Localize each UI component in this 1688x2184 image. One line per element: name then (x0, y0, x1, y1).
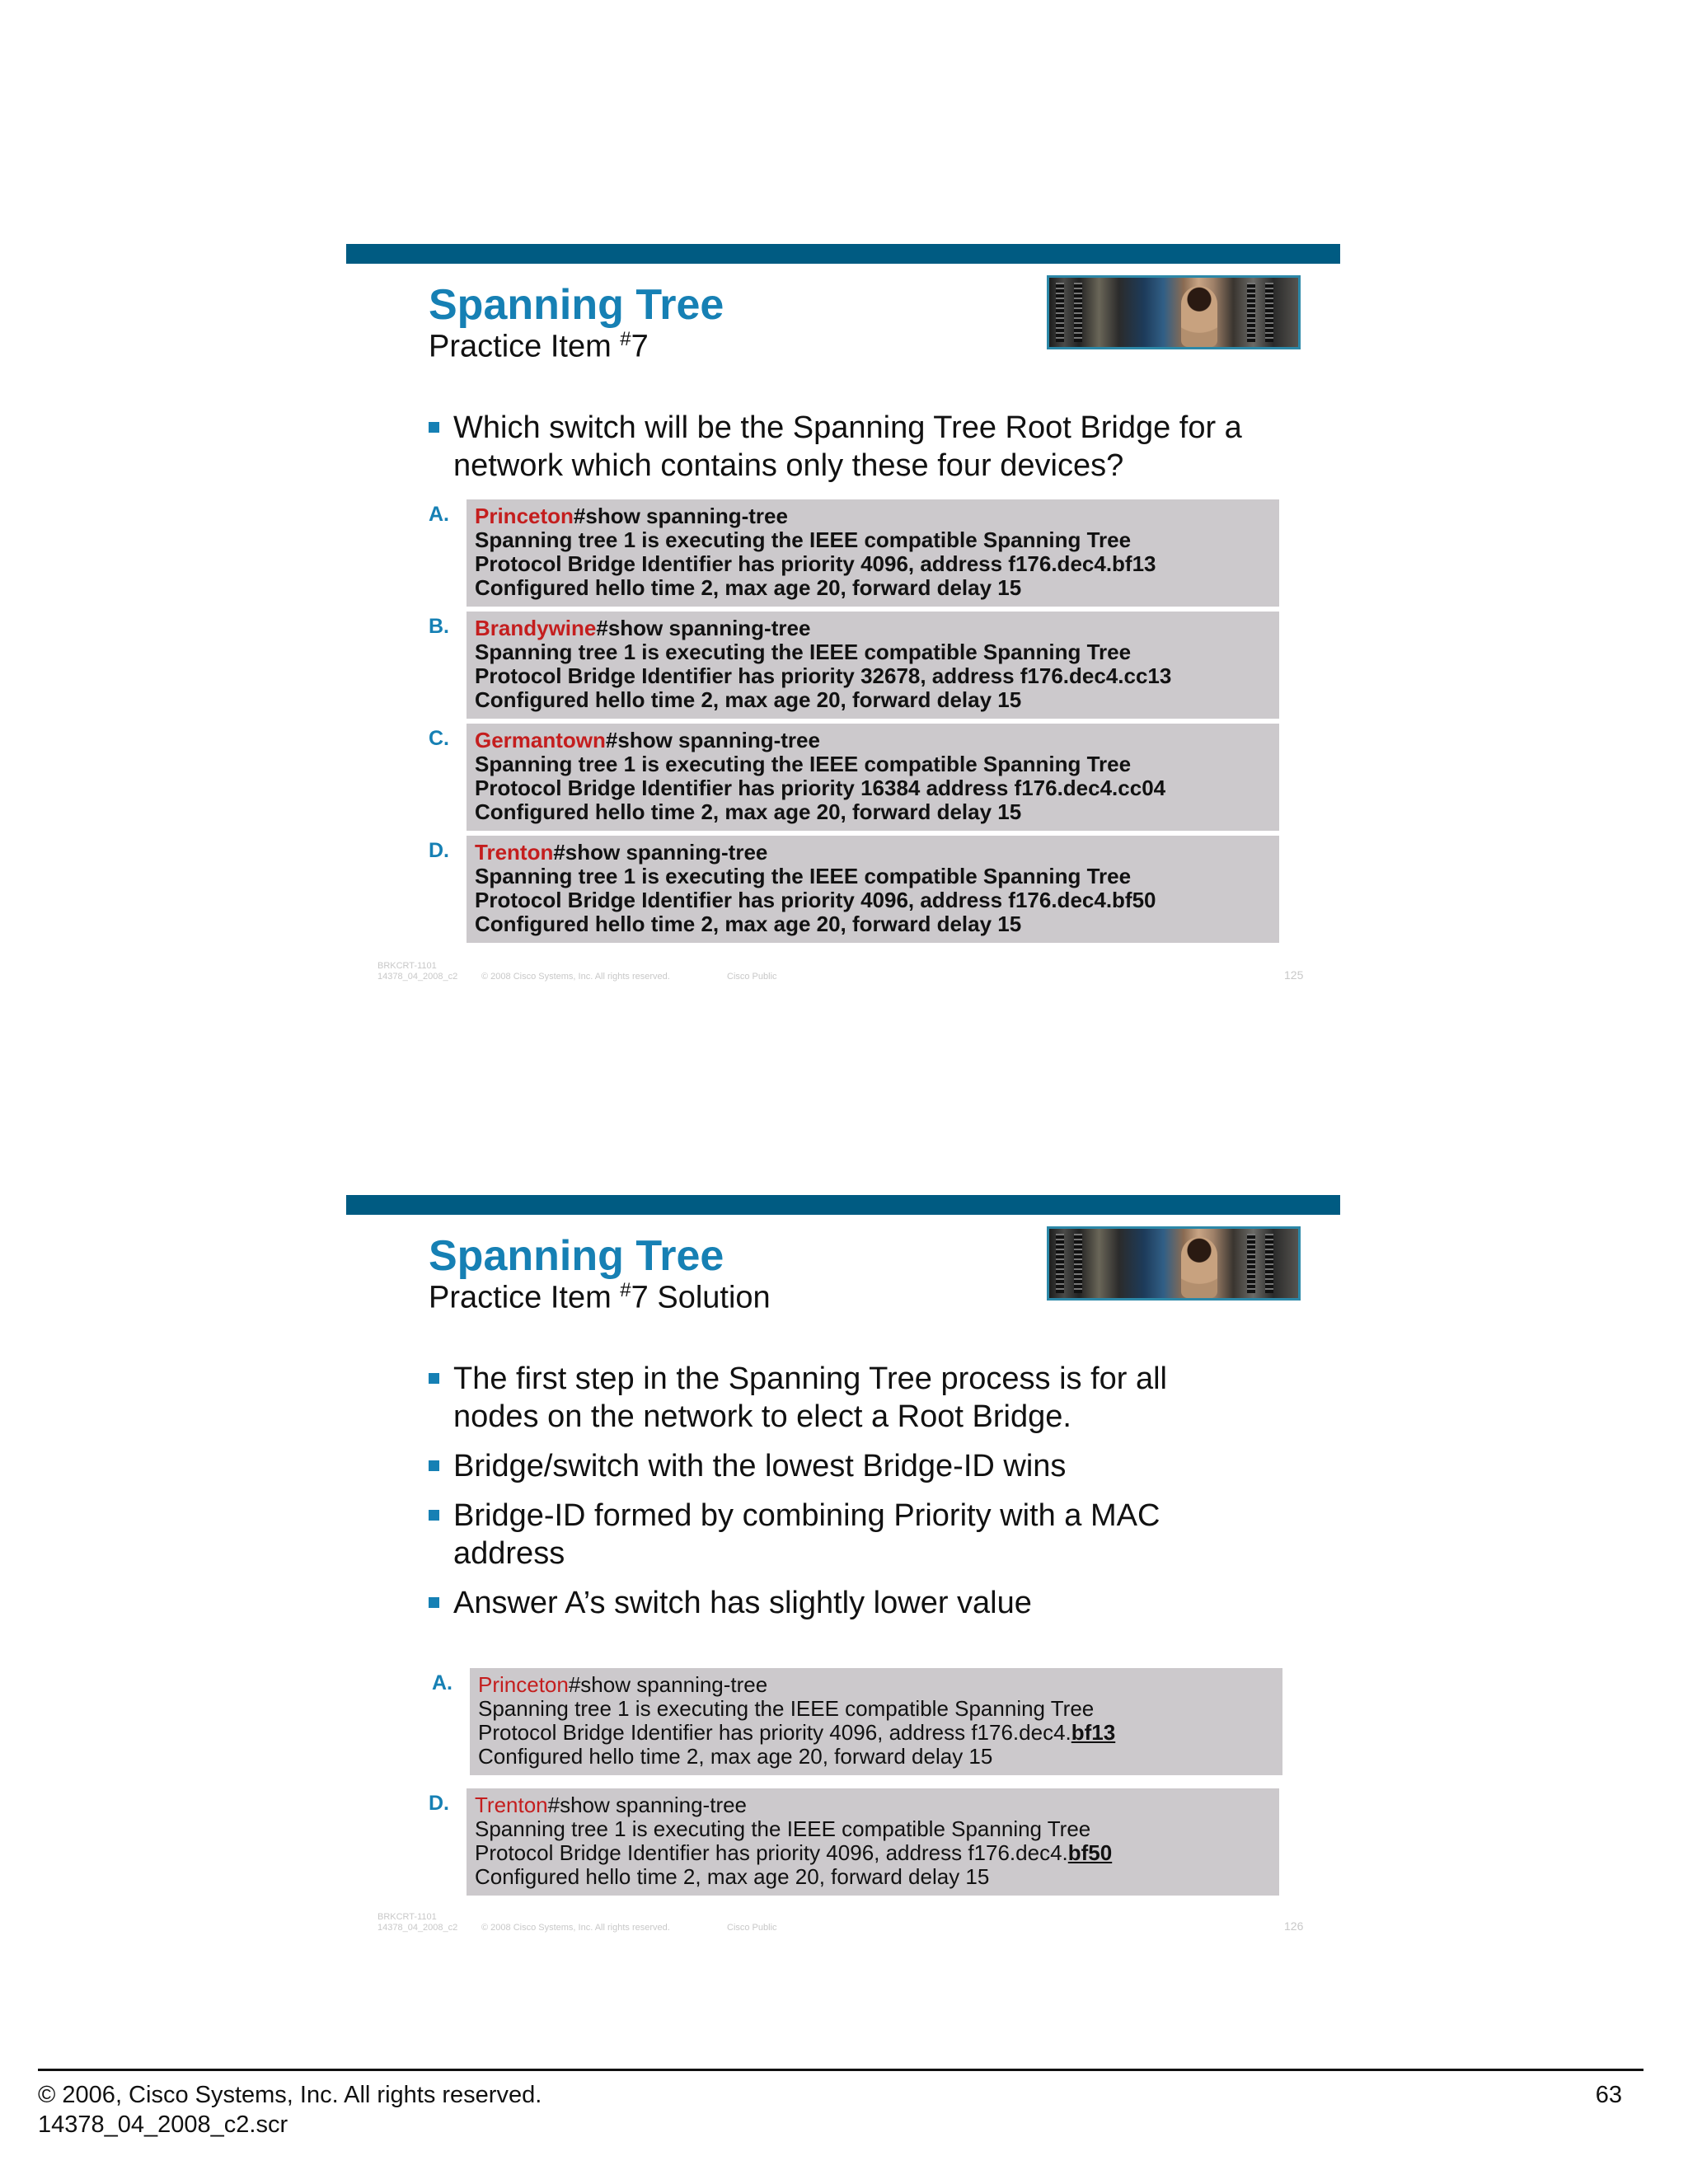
option-c-output[interactable] (467, 724, 1279, 831)
output-line (475, 1841, 1271, 1865)
subtitle-text: Practice Item (429, 1280, 621, 1315)
option-letter-a: A. (432, 1671, 452, 1694)
bullet-text: Answer A’s switch has slightly lower value (453, 1586, 1032, 1620)
command: #show spanning-tree (573, 504, 788, 528)
bullet-text: The first step in the Spanning Tree process is for all nodes on the network to elect a Root Bridge. (453, 1361, 1167, 1434)
hostname: Princeton (478, 1672, 569, 1697)
output-line: Configured hello time 2, max age 20, forward delay 15 (475, 687, 1022, 712)
rack-graphic (1265, 1234, 1273, 1293)
output-line: Protocol Bridge Identifier has priority 4096, address f176.dec4.bf13 (475, 551, 1156, 576)
bullet-text: Bridge-ID formed by combining Priority with a MAC address (453, 1498, 1160, 1571)
slide-subtitle (429, 1279, 771, 1316)
slide-footer-ids (377, 961, 457, 982)
option-d-output[interactable] (467, 836, 1279, 943)
footer-copyright: © 2006, Cisco Systems, Inc. All rights reserved. (38, 2082, 542, 2108)
output-line: Configured hello time 2, max age 20, forward delay 15 (475, 799, 1022, 824)
session-code: BRKCRT-1101 (377, 1912, 437, 1922)
command-line (475, 504, 1271, 528)
datacenter-photo (1047, 275, 1301, 349)
slide-footer-copyright: © 2008 Cisco Systems, Inc. All rights reserved. (481, 1923, 670, 1933)
solution-d-output[interactable] (467, 1788, 1279, 1896)
solution-bullets (429, 1360, 1269, 1633)
output-line: Spanning tree 1 is executing the IEEE compatible Spanning Tree (475, 527, 1132, 552)
option-letter-b: B. (429, 615, 449, 638)
page-number: 63 (1595, 2082, 1622, 2108)
output-line: Configured hello time 2, max age 20, forward delay 15 (478, 1744, 993, 1769)
bullet-text: Which switch will be the Spanning Tree Root Bridge for a network which contains only these four devices? (453, 410, 1242, 483)
slide-126 (346, 1195, 1340, 1953)
doc-id: 14378_04_2008_c2 (377, 972, 458, 982)
subtitle-number: 7 (631, 329, 649, 364)
output-line: Protocol Bridge Identifier has priority 16384 address f176.dec4.cc04 (475, 776, 1166, 800)
output-line: Configured hello time 2, max age 20, forward delay 15 (475, 912, 1022, 936)
output-line: Spanning tree 1 is executing the IEEE compatible Spanning Tree (475, 1816, 1091, 1841)
command-line (475, 729, 1271, 752)
bullet-item (429, 1447, 1269, 1485)
hostname: Trenton (475, 840, 554, 865)
command-line (475, 1793, 1271, 1817)
output-line: Protocol Bridge Identifier has priority 4096, address f176.dec4.bf50 (475, 888, 1156, 912)
slide-subtitle (429, 328, 649, 365)
command-line (475, 616, 1271, 640)
mac-suffix-emphasis: bf50 (1067, 1840, 1113, 1865)
option-letter-d: D. (429, 1792, 449, 1815)
bullet-square-icon (429, 1510, 439, 1521)
slide-footer-ids (377, 1912, 457, 1933)
datacenter-photo (1047, 1226, 1301, 1301)
bullet-item (429, 1497, 1162, 1572)
hostname: Germantown (475, 728, 606, 752)
output-line: Spanning tree 1 is executing the IEEE compatible Spanning Tree (478, 1696, 1095, 1721)
mac-suffix-emphasis: bf13 (1071, 1720, 1116, 1745)
command: #show spanning-tree (605, 728, 820, 752)
session-code: BRKCRT-1101 (377, 961, 437, 971)
slide-header-bar (346, 1195, 1340, 1215)
output-line: Spanning tree 1 is executing the IEEE compatible Spanning Tree (475, 752, 1132, 776)
output-line: Configured hello time 2, max age 20, forward delay 15 (475, 575, 1022, 600)
bullet-square-icon (429, 1597, 439, 1608)
output-line (478, 1721, 1274, 1745)
output-line: Configured hello time 2, max age 20, forward delay 15 (475, 1864, 990, 1889)
bullet-item (429, 1584, 1269, 1622)
output-text: Protocol Bridge Identifier has priority 4096, address f176.dec4. (478, 1720, 1071, 1745)
bullet-square-icon (429, 1373, 439, 1384)
option-a-output[interactable] (467, 499, 1279, 607)
subtitle-superscript: # (620, 1279, 631, 1301)
bullet-item (429, 1360, 1245, 1436)
technician-figure (1181, 286, 1217, 347)
command-line (478, 1673, 1274, 1697)
slide-page-number: 125 (1284, 968, 1304, 982)
option-b-output[interactable] (467, 612, 1279, 719)
slide-header-bar (346, 244, 1340, 264)
option-letter-a: A. (429, 503, 449, 526)
question-bullets (429, 409, 1269, 496)
command: #show spanning-tree (568, 1672, 768, 1697)
subtitle-superscript: # (620, 328, 631, 350)
bullet-square-icon (429, 1460, 439, 1471)
command: #show spanning-tree (596, 616, 811, 640)
page-footer (38, 2080, 542, 2139)
solution-a-output[interactable] (470, 1668, 1282, 1775)
rack-graphic (1247, 1234, 1255, 1293)
slide-title: Spanning Tree (429, 281, 724, 329)
output-line: Spanning tree 1 is executing the IEEE compatible Spanning Tree (475, 864, 1132, 888)
subtitle-text: Practice Item (429, 329, 621, 364)
footer-divider (38, 2069, 1643, 2071)
slide-125 (346, 244, 1340, 1002)
rack-graphic (1074, 283, 1082, 342)
subtitle-number: 7 Solution (631, 1280, 771, 1315)
bullet-square-icon (429, 422, 439, 433)
doc-id: 14378_04_2008_c2 (377, 1923, 458, 1933)
command-line (475, 841, 1271, 865)
output-line: Spanning tree 1 is executing the IEEE compatible Spanning Tree (475, 640, 1132, 664)
rack-graphic (1247, 283, 1255, 342)
hostname: Brandywine (475, 616, 597, 640)
slide-footer-copyright: © 2008 Cisco Systems, Inc. All rights reserved. (481, 972, 670, 982)
output-line: Protocol Bridge Identifier has priority 32678, address f176.dec4.cc13 (475, 663, 1172, 688)
slide-page-number: 126 (1284, 1919, 1304, 1933)
hostname: Trenton (475, 1793, 548, 1817)
rack-graphic (1056, 283, 1064, 342)
rack-graphic (1074, 1234, 1082, 1293)
slide-title: Spanning Tree (429, 1232, 724, 1280)
command: #show spanning-tree (547, 1793, 748, 1817)
slide-footer-classification: Cisco Public (727, 1923, 777, 1933)
rack-graphic (1265, 283, 1273, 342)
option-letter-c: C. (429, 727, 449, 750)
slide-footer-classification: Cisco Public (727, 972, 777, 982)
technician-figure (1181, 1237, 1217, 1298)
command: #show spanning-tree (553, 840, 768, 865)
bullet-item (429, 409, 1269, 485)
footer-filename: 14378_04_2008_c2.scr (38, 2111, 288, 2138)
bullet-text: Bridge/switch with the lowest Bridge-ID wins (453, 1449, 1067, 1483)
hostname: Princeton (475, 504, 574, 528)
output-text: Protocol Bridge Identifier has priority 4096, address f176.dec4. (475, 1840, 1068, 1865)
rack-graphic (1056, 1234, 1064, 1293)
option-letter-d: D. (429, 839, 449, 862)
